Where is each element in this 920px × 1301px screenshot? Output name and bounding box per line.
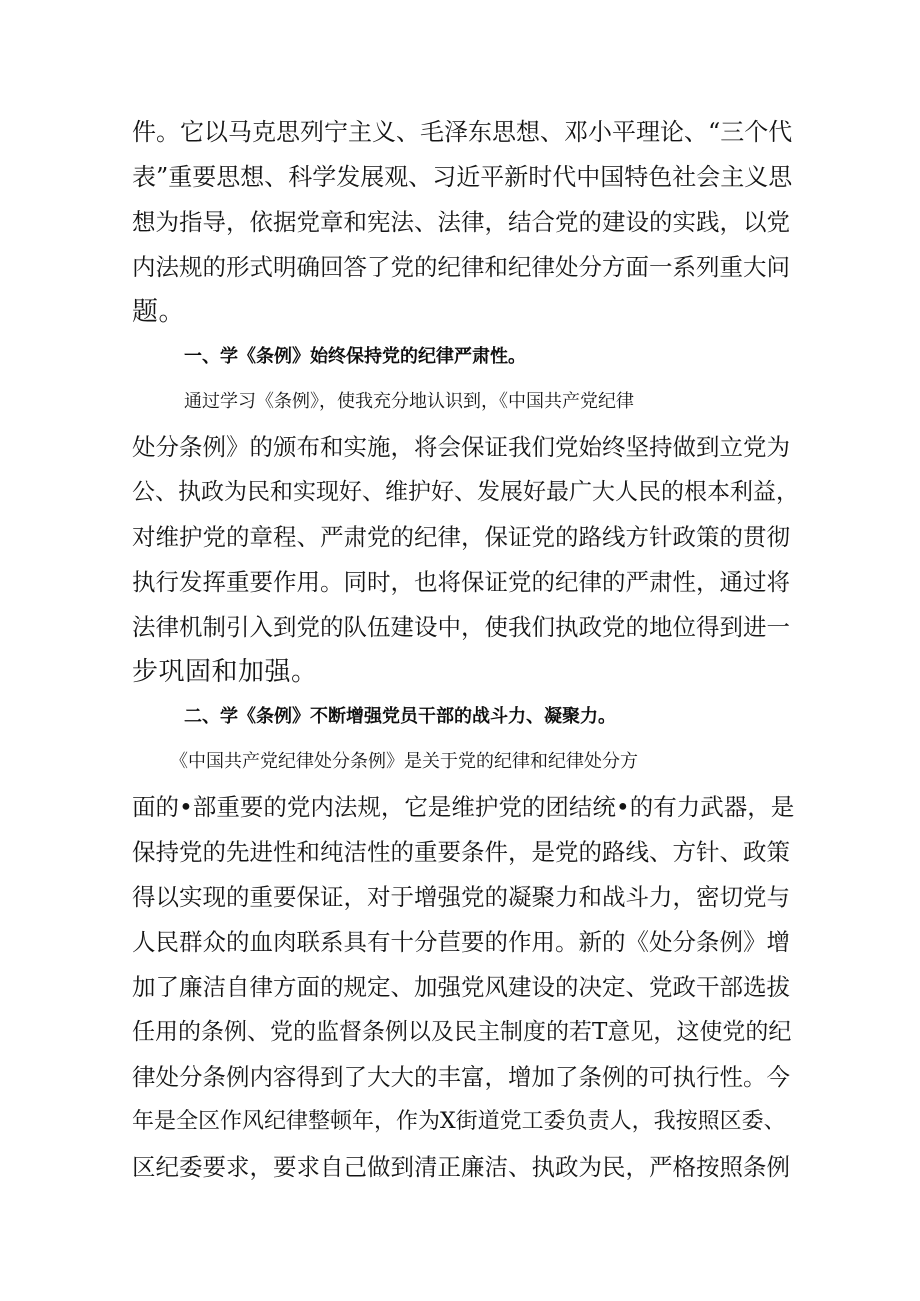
paragraph-1-line-5: 题。 (132, 297, 186, 327)
section-heading-1: 一、学《条例》始终保持党的纪律严肃性。 (184, 346, 526, 367)
paragraph-2-line-7: 步巩固和加强。 (132, 657, 318, 687)
paragraph-1-line-1: 件。它以马克思列宁主义、毛泽东思想、邓小平理论、“三个代 (132, 118, 793, 146)
paragraph-1-line-4: 内法规的形式明确回答了党的纪律和纪律处分方面一系列重大问 (132, 253, 790, 281)
paragraph-2-line-3: 公、执政为民和实现好、维护好、发展好最广大人民的根本利益， (132, 479, 799, 505)
paragraph-3-line-5: 人民群众的血肉联系具有十分苣要的作用。新的《处分条例》增 (132, 928, 790, 956)
section-heading-2: 二、学《条例》不断增强党员干部的战斗力、凝聚力。 (184, 706, 616, 727)
paragraph-2-line-6: 法律机制引入到党的队伍建设中，使我们执政党的地位得到进一 (132, 613, 790, 641)
paragraph-3-line-8: 律处分条例内容得到了大大的丰富，增加了条例的可执行性。今 (132, 1063, 790, 1091)
paragraph-3-line-7: 任用的条例、党的监督条例以及民主制度的若T意见，这使党的纪 (132, 1019, 792, 1045)
paragraph-1-line-3: 想为指导，依据党章和宪法、法律，结合党的建设的实践，以党 (132, 208, 790, 236)
paragraph-2-line-4: 对维护党的章程、严肃党的纪律，保证党的路线方针政策的贯彻 (132, 523, 790, 551)
paragraph-3-line-1: 《中国共产党纪律处分条例》是关于党的纪律和纪律处分方 (170, 751, 638, 772)
paragraph-1-line-2: 表”重要思想、科学发展观、习近平新时代中国特色社会主义思 (132, 163, 793, 191)
paragraph-3-line-3: 保持党的先进性和纯洁性的重要条件，是党的路线、方针、政策 (132, 838, 790, 866)
paragraph-3-line-4: 得以实现的重要保证，对于增强党的凝聚力和战斗力，密切党与 (132, 883, 790, 911)
paragraph-3-line-2: 面的•部重要的党内法规，它是维护党的团结统•的有力武器，是 (132, 793, 795, 821)
paragraph-2-line-1: 通过学习《条例》，使我充分地认识到，《中国共产党纪律 (184, 391, 634, 412)
paragraph-2-line-5: 执行发挥重要作用。同时，也将保证党的纪律的严肃性，通过将 (132, 568, 790, 596)
paragraph-3-line-9: 年是全区作风纪律整顿年，作为X街道党工委负责人，我按照区委、 (132, 1109, 786, 1134)
paragraph-3-line-6: 加了廉洁自律方面的规定、加强党风建设的决定、党政干部选拔 (132, 973, 790, 1001)
paragraph-3-line-10: 区纪委要求，要求自己做到清正廉洁、执政为民，严格按照条例 (132, 1153, 790, 1181)
paragraph-2-line-2: 处分条例》的颁布和实施，将会保证我们党始终坚持做到立党为 (132, 433, 790, 461)
